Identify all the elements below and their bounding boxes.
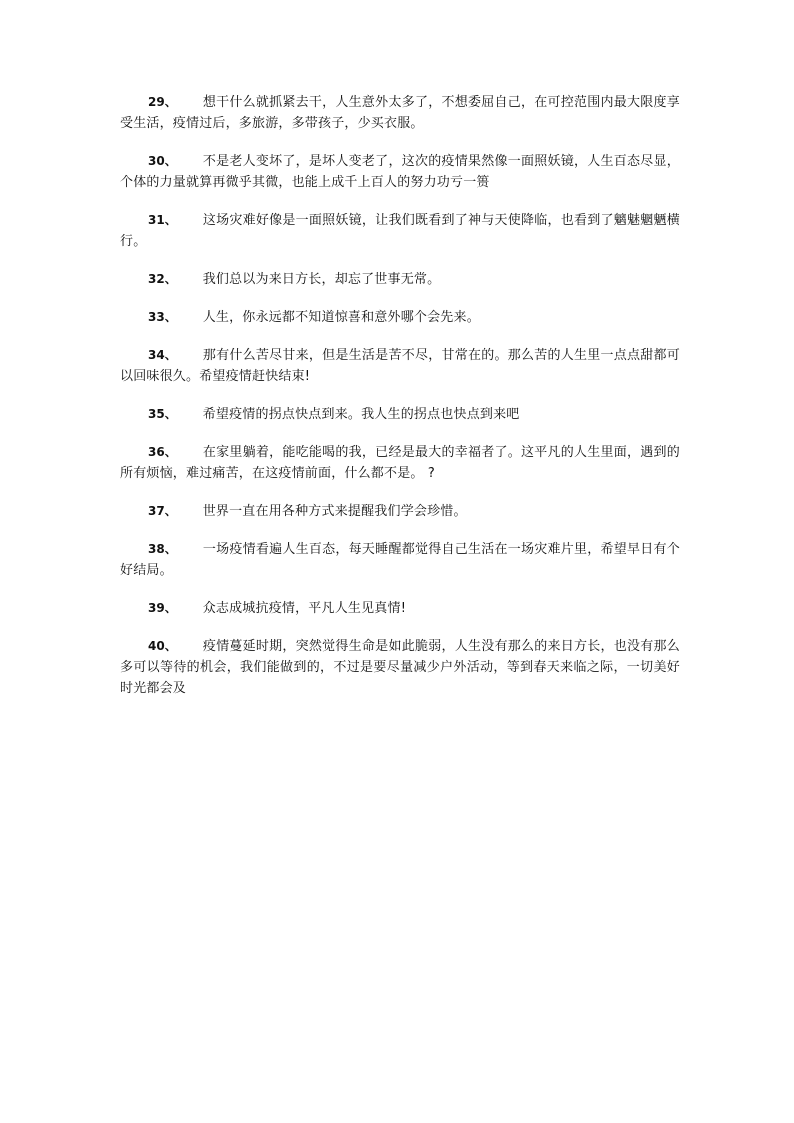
item-number: 31、 bbox=[148, 213, 177, 227]
item-number: 39、 bbox=[148, 601, 177, 615]
item-text: 人生，你永远都不知道惊喜和意外哪个会先来。 bbox=[202, 310, 480, 325]
item-number: 36、 bbox=[148, 445, 177, 459]
item-number: 32、 bbox=[148, 272, 177, 286]
item-number: 35、 bbox=[148, 407, 177, 421]
item-number: 40、 bbox=[148, 639, 177, 653]
item-text: 希望疫情的拐点快点到来。我人生的拐点也快点到来吧 bbox=[202, 407, 520, 422]
list-item bbox=[120, 598, 680, 619]
item-text: 一场疫情看遍人生百态，每天睡醒都觉得自己生活在一场灾难片里，希望早日有个好结局。 bbox=[120, 542, 680, 578]
item-number: 37、 bbox=[148, 504, 177, 518]
list-item bbox=[120, 539, 680, 581]
item-text: 这场灾难好像是一面照妖镜，让我们既看到了神与天使降临，也看到了魑魅魍魉横行。 bbox=[120, 213, 680, 249]
document-body bbox=[120, 92, 680, 716]
list-item bbox=[120, 307, 680, 328]
item-number: 34、 bbox=[148, 348, 177, 362]
item-text: 我们总以为来日方长，却忘了世事无常。 bbox=[202, 272, 441, 287]
item-text: 想干什么就抓紧去干，人生意外太多了，不想委屈自己，在可控范围内最大限度享受生活，疫情过后，多旅游，多带孩子，少买衣服。 bbox=[120, 95, 680, 131]
item-number: 38、 bbox=[148, 542, 177, 556]
list-item bbox=[120, 404, 680, 425]
item-number: 30、 bbox=[148, 154, 177, 168]
list-item bbox=[120, 151, 680, 193]
item-text: 不是老人变坏了，是坏人变老了，这次的疫情果然像一面照妖镜，人生百态尽显，个体的力量就算再微乎其微，也能上成千上百人的努力功亏一篑 bbox=[120, 154, 680, 190]
list-item bbox=[120, 210, 680, 252]
item-text: 众志成城抗疫情，平凡人生见真情! bbox=[202, 601, 407, 616]
list-item bbox=[120, 636, 680, 699]
item-text: 世界一直在用各种方式来提醒我们学会珍惜。 bbox=[202, 504, 467, 519]
list-item bbox=[120, 269, 680, 290]
item-text: 那有什么苦尽甘来，但是生活是苦不尽，甘常在的。那么苦的人生里一点点甜都可以回味很久。希望疫情赶快结束! bbox=[120, 348, 680, 384]
item-number: 29、 bbox=[148, 95, 177, 109]
list-item bbox=[120, 442, 680, 484]
item-number: 33、 bbox=[148, 310, 177, 324]
item-text: 在家里躺着，能吃能喝的我，已经是最大的幸福者了。这平凡的人生里面，遇到的所有烦恼，难过痛苦，在这疫情前面，什么都不是。 ? bbox=[120, 445, 680, 481]
list-item bbox=[120, 92, 680, 134]
list-item bbox=[120, 345, 680, 387]
item-text: 疫情蔓延时期，突然觉得生命是如此脆弱，人生没有那么的来日方长，也没有那么多可以等待的机会，我们能做到的，不过是要尽量减少户外活动，等到春天来临之际，一切美好时光都会及 bbox=[120, 639, 680, 696]
list-item bbox=[120, 501, 680, 522]
